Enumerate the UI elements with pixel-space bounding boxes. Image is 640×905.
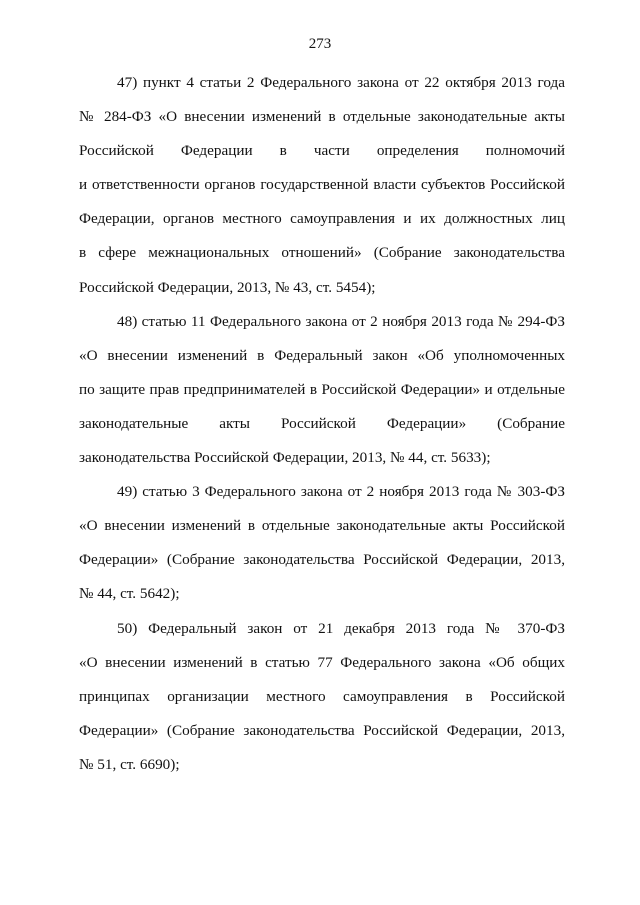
text-line: законодательные акты Российской Федерации» (Собрание — [79, 414, 565, 432]
document-body — [79, 66, 565, 782]
text-line: Федерации, органов местного самоуправления и их должностных лиц — [79, 210, 565, 228]
text-line: 50) Федеральный закон от 21 декабря 2013 года № 370-ФЗ — [117, 619, 565, 637]
text-line: № 51, ст. 6690); — [79, 755, 180, 773]
text-line: законодательства Российской Федерации, 2013, № 44, ст. 5633); — [79, 449, 491, 467]
text-line: 47) пункт 4 статьи 2 Федерального закона от 22 октября 2013 года — [117, 74, 565, 91]
text-line: Федерации» (Собрание законодательства Российской Федерации, 2013, — [79, 551, 565, 569]
paragraph-item-47 — [79, 66, 565, 305]
paragraph-item-50 — [79, 612, 565, 782]
text-line: Федерации» (Собрание законодательства Российской Федерации, 2013, — [79, 721, 565, 739]
text-line: «О внесении изменений в Федеральный закон «Об уполномоченных — [79, 346, 565, 364]
paragraph-item-48 — [79, 305, 565, 475]
text-line: в сфере межнациональных отношений» (Собрание законодательства — [79, 244, 565, 262]
text-line: 49) статью 3 Федерального закона от 2 ноября 2013 года № 303-ФЗ — [117, 483, 565, 501]
text-line: «О внесении изменений в статью 77 Федерального закона «Об общих — [79, 653, 565, 671]
text-line: № 44, ст. 5642); — [79, 585, 180, 603]
text-line: Российской Федерации, 2013, № 43, ст. 5454); — [79, 278, 376, 296]
text-line: № 284-ФЗ «О внесении изменений в отдельные законодательные акты — [79, 108, 565, 126]
text-line: Российской Федерации в части определения полномочий — [79, 142, 565, 160]
text-line: 48) статью 11 Федерального закона от 2 ноября 2013 года № 294-ФЗ — [117, 312, 565, 330]
text-line: «О внесении изменений в отдельные законодательные акты Российской — [79, 517, 565, 535]
page-number: 273 — [308, 36, 332, 52]
text-line: принципах организации местного самоуправления в Российской — [79, 687, 565, 705]
text-line: и ответственности органов государственной власти субъектов Российской — [79, 176, 565, 194]
paragraph-item-49 — [79, 475, 565, 611]
text-line: по защите прав предпринимателей в Российской Федерации» и отдельные — [79, 380, 565, 398]
